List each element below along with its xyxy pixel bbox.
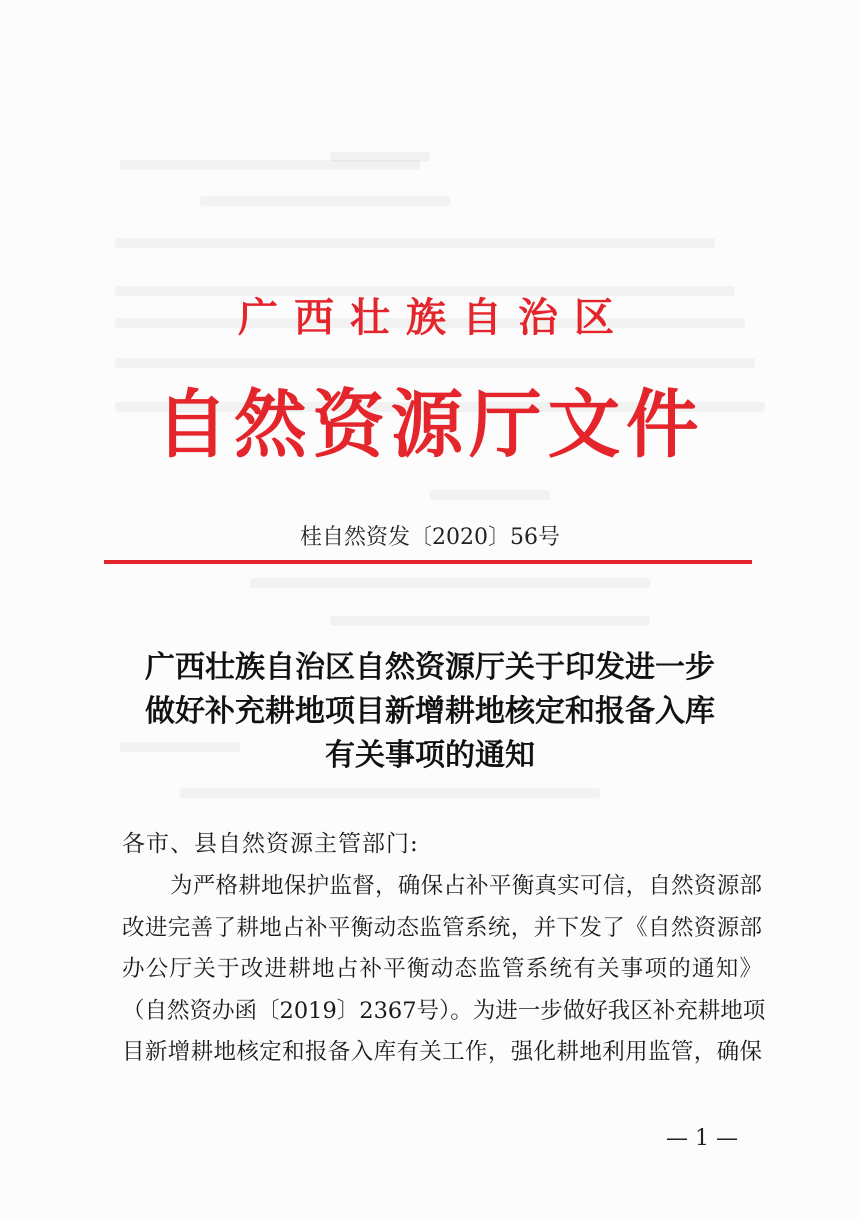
- body-line: 办公厅关于改进耕地占补平衡动态监管系统有关事项的通知》: [122, 956, 762, 982]
- body-line: 改进完善了耕地占补平衡动态监管系统，并下发了《自然资源部: [122, 914, 762, 941]
- body-line: 为严格耕地保护监督，确保占补平衡真实可信，自然资源部: [170, 873, 762, 899]
- body-line: 目新增耕地核定和报备入库有关工作，强化耕地利用监管，确保: [122, 1039, 762, 1065]
- body-line: （自然资办函〔2019〕2367号）。为进一步做好我区补充耕地项: [122, 997, 766, 1024]
- title-line: 有关事项的通知: [325, 738, 535, 773]
- notice-title: [0, 646, 860, 778]
- document-number: 桂自然资发〔2020〕56号: [300, 525, 560, 550]
- document-type-heading: 自然资源厅文件: [155, 382, 705, 468]
- title-line: 做好补充耕地项目新增耕地核定和报备入库: [145, 694, 715, 729]
- addressee-line: 各市、县自然资源主管部门:: [122, 831, 419, 857]
- body-paragraph: [122, 866, 766, 1074]
- page-number: — 1 —: [666, 1126, 738, 1151]
- issuer-name: 广西壮族自治区: [238, 294, 630, 341]
- red-separator-line: [104, 560, 752, 564]
- title-line: 广西壮族自治区自然资源厅关于印发进一步: [145, 650, 715, 685]
